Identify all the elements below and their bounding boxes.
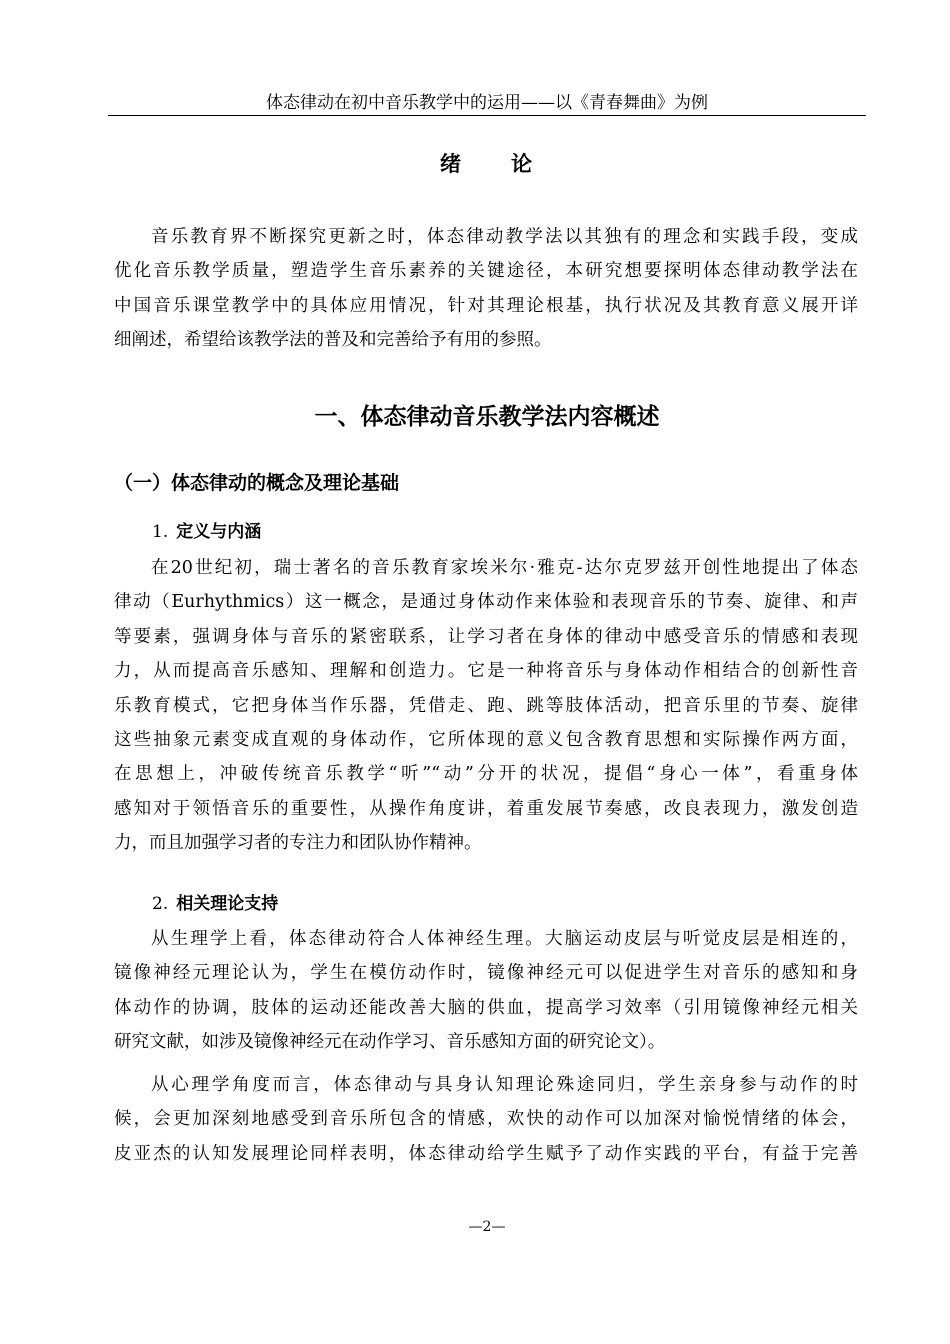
header-rule [108, 115, 866, 116]
intro-title [108, 150, 866, 178]
item-number: 1. [152, 522, 169, 542]
paragraph-line: 在思想上，冲破传统音乐教学“听”“动”分开的状况，提倡“身心一体”，看重身体 [114, 764, 858, 785]
intro-title-right: 论 [511, 152, 534, 176]
paragraph-line: 这些抽象元素变成直观的身体动作，它所体现的意义包含教育思想和实际操作两方面， [114, 730, 858, 751]
running-header: 体态律动在初中音乐教学中的运用——以《青春舞曲》为例 [266, 93, 708, 113]
paragraph-line: 感知对于领悟音乐的重要性，从操作角度讲，着重发展节奏感，改良表现力，激发创造 [114, 798, 858, 819]
paragraph-line: 镜像神经元理论认为，学生在模仿动作时，镜像神经元可以促进学生对音乐的感知和身 [114, 963, 858, 984]
paragraph-line: 乐教育模式，它把身体当作乐器，凭借走、跑、跳等肢体活动，把音乐里的节奏、旋律 [114, 695, 858, 716]
intro-paragraph [114, 220, 858, 358]
physiology-paragraph [114, 922, 858, 1060]
paragraph-line: 等要素，强调身体与音乐的紧密联系，让学习者在身体的律动中感受音乐的情感和表现 [114, 626, 858, 647]
paragraph-line: 力，从而提高音乐感知、理解和创造力。它是一种将音乐与身体动作相结合的创新性音 [114, 661, 858, 682]
paragraph-line: 研究文献，如涉及镜像神经元在动作学习、音乐感知方面的研究论文）。 [114, 1032, 666, 1053]
paragraph-line: 候，会更加深刻地感受到音乐所包含的情感，欢快的动作可以加深对愉悦情绪的体会， [114, 1109, 858, 1130]
item-heading: 相关理论支持 [176, 894, 279, 914]
paragraph-line: 从生理学上看，体态律动符合人体神经生理。大脑运动皮层与听觉皮层是相连的， [151, 929, 858, 949]
page-number: —2— [468, 1219, 506, 1235]
paragraph-line: 体动作的协调，肢体的运动还能改善大脑的供血，提高学习效率（引用镜像神经元相关 [114, 997, 858, 1018]
section-title: 一、体态律动音乐教学法内容概述 [314, 404, 660, 430]
intro-title-left: 绪 [440, 152, 463, 176]
item-number: 2. [152, 894, 169, 914]
paragraph-line: 细阐述，希望给该教学法的普及和完善给予有用的参照。 [114, 330, 552, 351]
psychology-paragraph [114, 1068, 858, 1171]
paragraph-line: 中国音乐课堂教学中的具体应用情况，针对其理论根基，执行状况及其教育意义展开详 [114, 295, 858, 316]
paragraph-line: 音乐教育界不断探究更新之时，体态律动教学法以其独有的理念和实践手段，变成 [151, 227, 858, 247]
subsection-title: （一）体态律动的概念及理论基础 [114, 472, 400, 494]
paragraph-line: 律动（Eurhythmics）这一概念，是通过身体动作来体验和表现音乐的节奏、旋律、和声 [114, 592, 858, 613]
paragraph-line: 力，而且加强学习者的专注力和团队协作精神。 [114, 833, 482, 854]
paragraph-line: 优化音乐教学质量，塑造学生音乐素养的关键途径，本研究想要探明体态律动教学法在 [114, 261, 858, 282]
paragraph-line: 皮亚杰的认知发展理论同样表明，体态律动给学生赋予了动作实践的平台，有益于完善 [114, 1143, 858, 1164]
item-heading: 定义与内涵 [176, 522, 262, 542]
item-title-definition [152, 520, 261, 544]
paragraph-line: 在20世纪初，瑞士著名的音乐教育家埃米尔·雅克-达尔克罗兹开创性地提出了体态 [151, 558, 858, 578]
item-title-theory [152, 892, 278, 916]
definition-paragraph [114, 551, 858, 861]
paragraph-line: 从心理学角度而言，体态律动与具身认知理论殊途同归，学生亲身参与动作的时 [151, 1075, 858, 1095]
